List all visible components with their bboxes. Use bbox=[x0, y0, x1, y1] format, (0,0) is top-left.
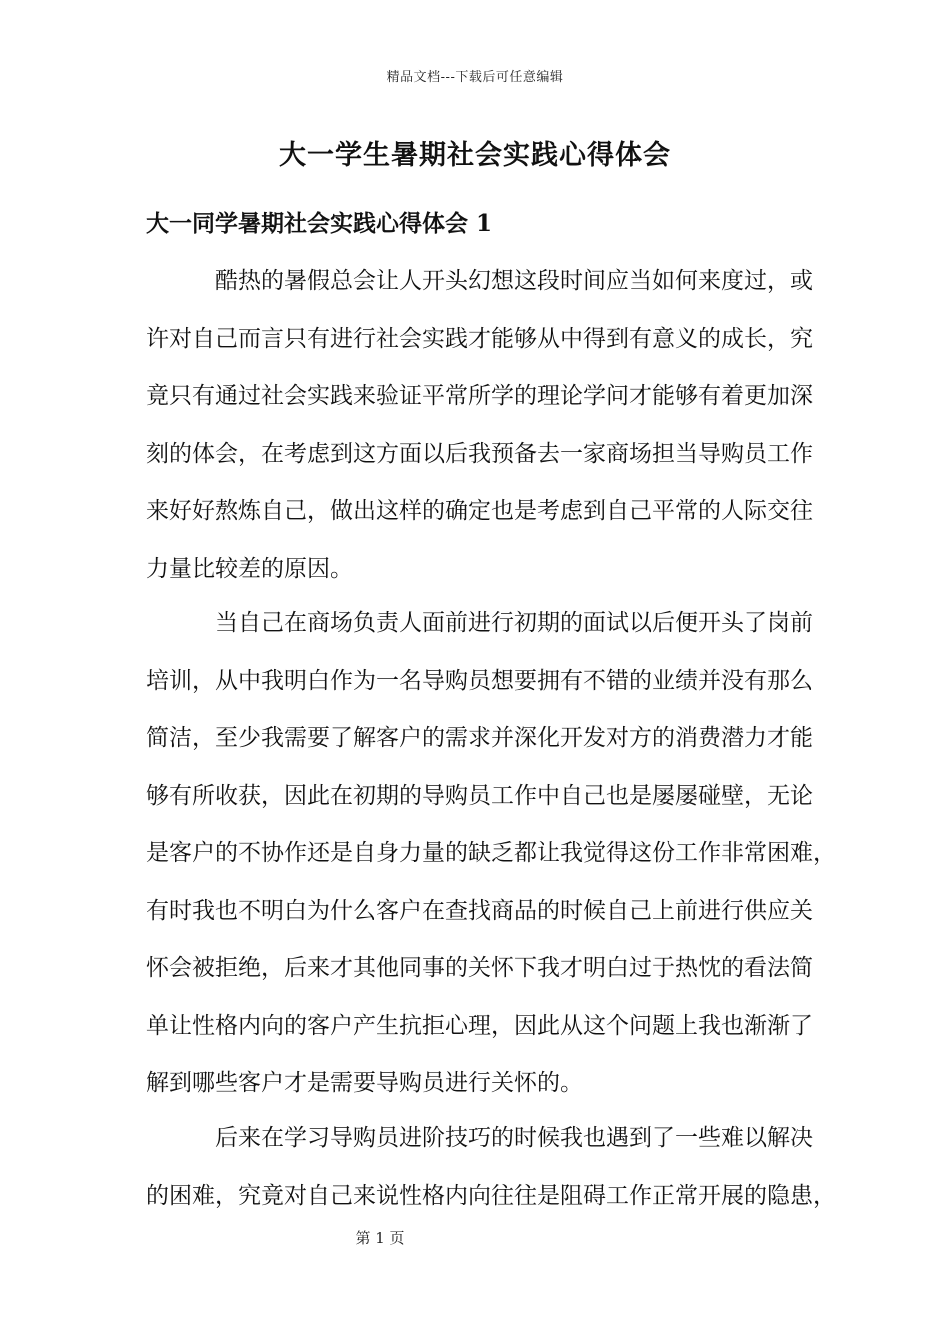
paragraph-line: 有时我也不明白为什么客户在查找商品的时候自己上前进行供应关 bbox=[146, 897, 813, 924]
paragraph-line: 解到哪些客户才是需要导购员进行关怀的。 bbox=[146, 1070, 583, 1096]
paragraph-line: 培训，从中我明白作为一名导购员想要拥有不错的业绩并没有那么 bbox=[146, 667, 813, 694]
document-title: 大一学生暑期社会实践心得体会 bbox=[279, 140, 671, 171]
paragraph-line: 单让性格内向的客户产生抗拒心理，因此从这个问题上我也渐渐了 bbox=[146, 1012, 813, 1039]
paragraph-line: 怀会被拒绝，后来才其他同事的关怀下我才明白过于热忱的看法简 bbox=[146, 955, 813, 981]
paragraph-3 bbox=[146, 1120, 836, 1235]
paragraph-line: 够有所收获，因此在初期的导购员工作中自己也是屡屡碰壁，无论 bbox=[146, 782, 813, 809]
paragraph-line: 简洁，至少我需要了解客户的需求并深化开发对方的消费潜力才能 bbox=[146, 725, 813, 751]
paragraph-line: 酷热的暑假总会让人开头幻想这段时间应当如何来度过，或 bbox=[215, 268, 813, 294]
paragraph-line: 竟只有通过社会实践来验证平常所学的理论学问才能够有着更加深 bbox=[146, 383, 813, 409]
paragraph-line: 后来在学习导购员进阶技巧的时候我也遇到了一些难以解决 bbox=[215, 1125, 813, 1151]
paragraph-line: 刻的体会，在考虑到这方面以后我预备去一家商场担当导购员工作 bbox=[146, 440, 813, 467]
paragraph-line: 当自己在商场负责人面前进行初期的面试以后便开头了岗前 bbox=[215, 610, 813, 636]
paragraph-line: 力量比较差的原因。 bbox=[146, 555, 353, 582]
header-note: 精品文档---下载后可任意编辑 bbox=[386, 70, 564, 85]
paragraph-line: 来好好熬炼自己，做出这样的确定也是考虑到自己平常的人际交往 bbox=[146, 498, 813, 524]
paragraph-line: 的困难，究竟对自己来说性格内向往往是阻碍工作正常开展的隐患， bbox=[146, 1182, 836, 1209]
section-heading: 大一同学暑期社会实践心得体会 1 bbox=[146, 210, 493, 237]
paragraph-line: 许对自己而言只有进行社会实践才能够从中得到有意义的成长，究 bbox=[146, 325, 813, 352]
page-number: 第 1 页 bbox=[355, 1229, 405, 1247]
paragraph-1 bbox=[146, 263, 813, 608]
paragraph-line: 是客户的不协作还是自身力量的缺乏都让我觉得这份工作非常困难， bbox=[146, 840, 836, 866]
paragraph-2 bbox=[146, 605, 836, 1123]
